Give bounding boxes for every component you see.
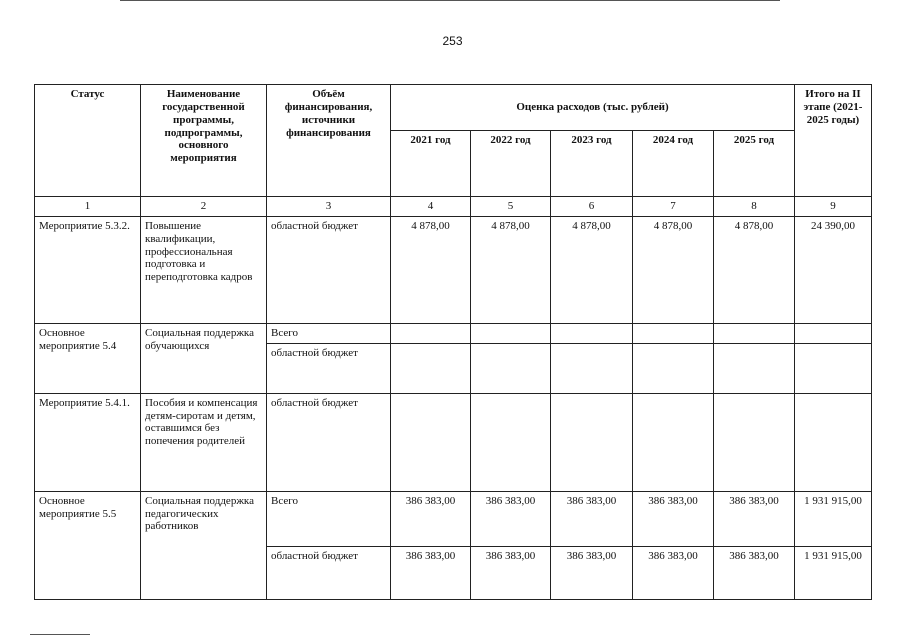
row-name: Социальная поддержка педагогических работников bbox=[141, 491, 267, 599]
table-row bbox=[35, 393, 872, 491]
row-status: Основное мероприятие 5.4 bbox=[35, 323, 141, 393]
value-2024: 386 383,00 bbox=[633, 546, 714, 599]
value-2024: 4 878,00 bbox=[633, 216, 714, 323]
row-source: областной бюджет bbox=[267, 343, 391, 393]
value-2024 bbox=[633, 323, 714, 343]
col-num: 7 bbox=[633, 197, 714, 217]
header-row bbox=[35, 85, 872, 131]
value-2025: 386 383,00 bbox=[714, 491, 795, 546]
header-volume: Объём финансирования, источники финансирования bbox=[267, 85, 391, 197]
value-2025 bbox=[714, 343, 795, 393]
value-2024 bbox=[633, 343, 714, 393]
row-status: Мероприятие 5.4.1. bbox=[35, 393, 141, 491]
header-status: Статус bbox=[35, 85, 141, 197]
table-row bbox=[35, 323, 872, 343]
value-2022 bbox=[471, 393, 551, 491]
header-year-2022: 2022 год bbox=[471, 131, 551, 197]
header-year-2024: 2024 год bbox=[633, 131, 714, 197]
value-2023 bbox=[551, 343, 633, 393]
col-num: 4 bbox=[391, 197, 471, 217]
value-2022 bbox=[471, 323, 551, 343]
value-2022 bbox=[471, 343, 551, 393]
value-2024 bbox=[633, 393, 714, 491]
value-total bbox=[795, 343, 872, 393]
value-2023: 386 383,00 bbox=[551, 491, 633, 546]
budget-table bbox=[34, 84, 872, 600]
row-status: Мероприятие 5.3.2. bbox=[35, 216, 141, 323]
value-total bbox=[795, 393, 872, 491]
value-2021: 386 383,00 bbox=[391, 491, 471, 546]
col-num: 8 bbox=[714, 197, 795, 217]
row-name: Пособия и компенсация детям-сиротам и детям, оставшимся без попечения родителей bbox=[141, 393, 267, 491]
value-2023: 386 383,00 bbox=[551, 546, 633, 599]
col-num: 3 bbox=[267, 197, 391, 217]
value-total: 24 390,00 bbox=[795, 216, 872, 323]
table-row bbox=[35, 491, 872, 546]
value-2024: 386 383,00 bbox=[633, 491, 714, 546]
value-2023: 4 878,00 bbox=[551, 216, 633, 323]
row-status: Основное мероприятие 5.5 bbox=[35, 491, 141, 599]
col-num: 6 bbox=[551, 197, 633, 217]
col-num: 2 bbox=[141, 197, 267, 217]
header-estimate: Оценка расходов (тыс. рублей) bbox=[391, 85, 795, 131]
row-source: областной бюджет bbox=[267, 216, 391, 323]
col-num: 1 bbox=[35, 197, 141, 217]
value-2021 bbox=[391, 343, 471, 393]
value-2025: 386 383,00 bbox=[714, 546, 795, 599]
col-num: 5 bbox=[471, 197, 551, 217]
col-num: 9 bbox=[795, 197, 872, 217]
header-year-2025: 2025 год bbox=[714, 131, 795, 197]
row-source: Всего bbox=[267, 323, 391, 343]
header-year-2021: 2021 год bbox=[391, 131, 471, 197]
value-total bbox=[795, 323, 872, 343]
value-2025 bbox=[714, 323, 795, 343]
header-year-2023: 2023 год bbox=[551, 131, 633, 197]
top-scan-line bbox=[120, 0, 780, 1]
value-2022: 386 383,00 bbox=[471, 491, 551, 546]
table-row bbox=[35, 216, 872, 323]
value-2023 bbox=[551, 323, 633, 343]
header-name: Наименование государственной программы, подпрограммы, основного мероприятия bbox=[141, 85, 267, 197]
row-source: Всего bbox=[267, 491, 391, 546]
row-source: областной бюджет bbox=[267, 393, 391, 491]
value-2022: 4 878,00 bbox=[471, 216, 551, 323]
row-source: областной бюджет bbox=[267, 546, 391, 599]
value-2021 bbox=[391, 393, 471, 491]
value-2025: 4 878,00 bbox=[714, 216, 795, 323]
value-2021: 386 383,00 bbox=[391, 546, 471, 599]
row-name: Социальная поддержка обучающихся bbox=[141, 323, 267, 393]
row-name: Повышение квалификации, профессиональная подготовка и переподготовка кадров bbox=[141, 216, 267, 323]
value-total: 1 931 915,00 bbox=[795, 546, 872, 599]
header-total: Итого на II этапе (2021-2025 годы) bbox=[795, 85, 872, 197]
value-2023 bbox=[551, 393, 633, 491]
bottom-scan-line bbox=[30, 634, 90, 635]
value-2025 bbox=[714, 393, 795, 491]
value-total: 1 931 915,00 bbox=[795, 491, 872, 546]
value-2021: 4 878,00 bbox=[391, 216, 471, 323]
value-2022: 386 383,00 bbox=[471, 546, 551, 599]
column-number-row bbox=[35, 197, 872, 217]
value-2021 bbox=[391, 323, 471, 343]
page-number: 253 bbox=[442, 34, 463, 48]
